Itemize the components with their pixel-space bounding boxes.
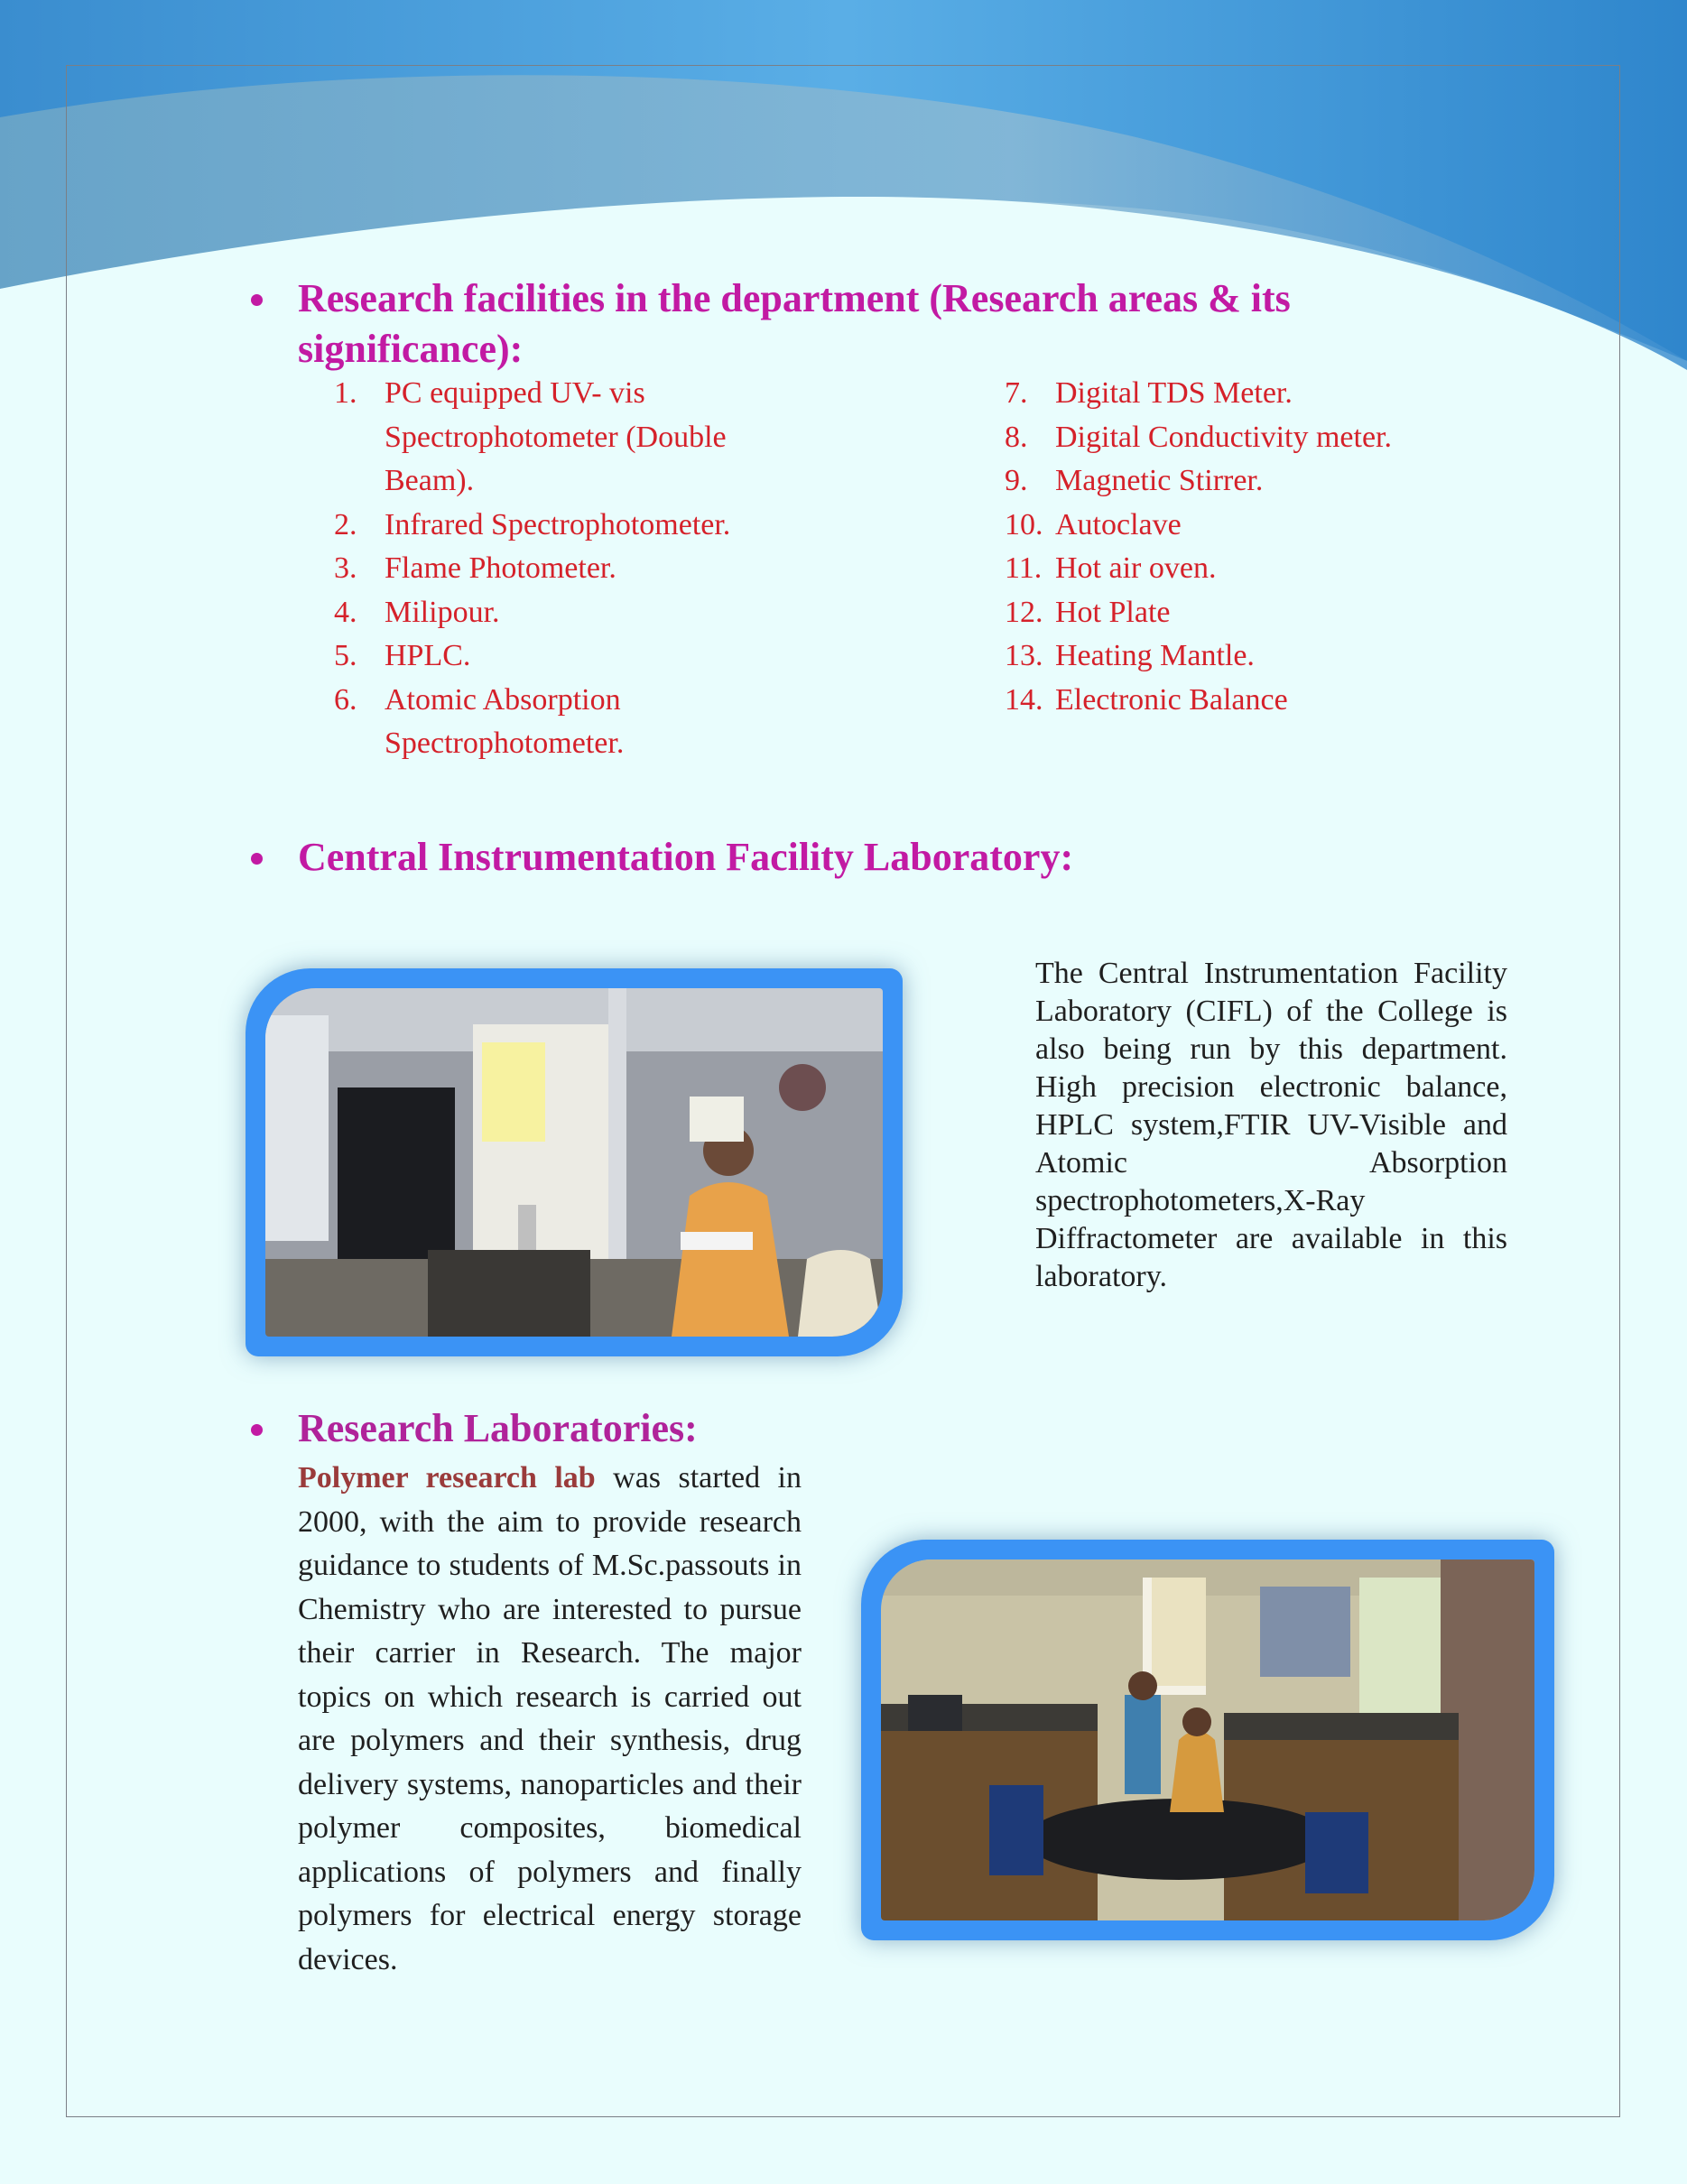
list-item-text: PC equipped UV- vis (385, 376, 645, 410)
list-item-text: Magnetic Stirrer. (1055, 464, 1264, 497)
polymer-lab-lead: Polymer research lab (298, 1461, 596, 1495)
list-item-number: 3. (334, 551, 357, 585)
polymer-lab-description (298, 1457, 802, 1982)
right-item (1005, 679, 1510, 723)
left-item (334, 679, 821, 766)
cifl-lab-photo (265, 988, 883, 1337)
right-item (1005, 416, 1510, 460)
right-item (1005, 459, 1510, 504)
left-item (334, 547, 821, 591)
list-item-number: 8. (1005, 420, 1028, 454)
list-item-text: HPLC. (385, 639, 471, 672)
heading-line-1: Research facilities in the department (Research areas & its (298, 276, 1291, 320)
facility-list-right (1005, 372, 1510, 722)
polymer-lab-photo (881, 1559, 1534, 1920)
heading-research-facilities (298, 273, 1471, 375)
bullet-research-labs (251, 1424, 263, 1436)
bullet-cifl (251, 853, 263, 865)
heading-cifl: Central Instrumentation Facility Laboratory: (298, 835, 1074, 879)
list-item-text: Spectrophotometer (Double (385, 420, 727, 454)
list-item-number: 9. (1005, 464, 1028, 497)
left-item (334, 372, 821, 504)
cifl-description: The Central Instrumentation Facility Laboratory (CIFL) of the College is also being run by this department. High precision electronic balance, HPLC system,FTIR UV-Visible and Atomic Absorption spectrophotometers,X-Ray Diffractometer are available in this laboratory. (1035, 957, 1507, 1293)
left-item (334, 504, 821, 548)
list-item-text: Autoclave (1055, 507, 1182, 541)
list-item-text: Spectrophotometer. (385, 726, 625, 760)
list-item-text: Hot Plate (1055, 595, 1171, 629)
list-item-number: 2. (334, 507, 357, 541)
heading-line-2: significance): (298, 327, 524, 371)
left-item (334, 634, 821, 679)
list-item-text: Milipour. (385, 595, 500, 629)
right-item (1005, 372, 1510, 416)
list-item-text: Heating Mantle. (1055, 639, 1255, 672)
bullet-research-facilities (251, 294, 263, 306)
list-item-text: Flame Photometer. (385, 551, 616, 585)
list-item-text: Electronic Balance (1055, 682, 1288, 717)
list-item-text: Infrared Spectrophotometer. (385, 507, 731, 541)
facility-list-left (334, 372, 821, 766)
right-item (1005, 504, 1510, 548)
list-item-number: 10. (1005, 507, 1043, 541)
list-item-text: Digital TDS Meter. (1055, 376, 1293, 410)
list-item-number: 13. (1005, 639, 1043, 672)
list-item-number: 1. (334, 376, 357, 410)
list-item-number: 4. (334, 595, 357, 629)
cifl-photo-frame (246, 968, 903, 1356)
heading-research-labs: Research Laboratories: (298, 1406, 698, 1450)
polymer-lab-photo-frame (861, 1540, 1554, 1940)
polymer-lab-text: was started in 2000, with the aim to provide research guidance to students of M.Sc.passouts in Chemistry who are interested to pursue their carrier in Research. The major topics on which research is carried out are polymers and their synthesis, drug delivery systems, nanoparticles and their polymer composites, biomedical applications of polymers and finally polymers for electrical energy storage devices. (298, 1461, 802, 1976)
list-item-text: Atomic Absorption (385, 682, 621, 717)
list-item-text: Digital Conductivity meter. (1055, 420, 1393, 454)
list-item-number: 11. (1005, 551, 1043, 585)
list-item-number: 7. (1005, 376, 1028, 410)
right-item (1005, 591, 1510, 635)
list-item-number: 12. (1005, 595, 1043, 629)
list-item-text: Beam). (385, 464, 475, 497)
list-item-text: Hot air oven. (1055, 551, 1217, 585)
left-item (334, 591, 821, 635)
right-item (1005, 634, 1510, 679)
list-item-number: 14. (1005, 682, 1043, 717)
right-item (1005, 547, 1510, 591)
list-item-number: 5. (334, 639, 357, 672)
list-item-number: 6. (334, 682, 357, 717)
